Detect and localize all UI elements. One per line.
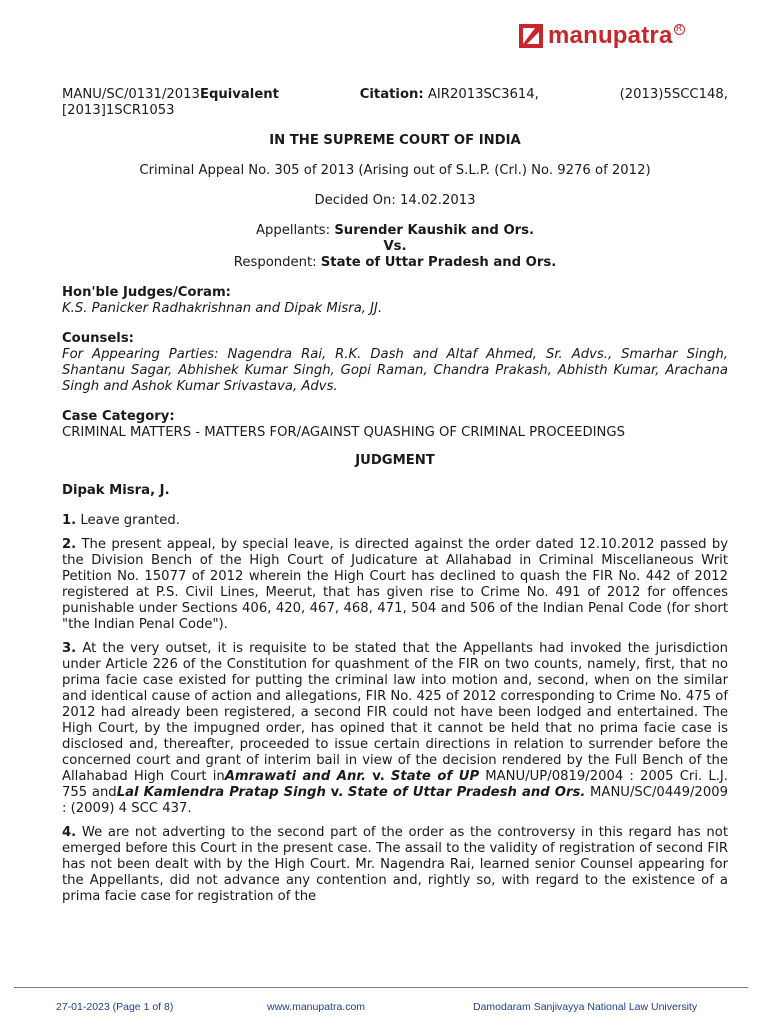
judgment-heading: JUDGMENT: [355, 453, 435, 468]
category-label: Case Category:: [62, 409, 175, 424]
appellants-name: Surender Kaushik and Ors.: [334, 223, 535, 238]
judgment-author: Dipak Misra, J.: [62, 483, 170, 498]
citation-scc: (2013)5SCC148,: [619, 87, 728, 102]
counsels-text: For Appearing Parties: Nagendra Rai, R.K. Dash and Altaf Ahmed, Sr. Advs., Smarhar Singh, Shantanu Sagar, Abhishek Kumar Singh, Gopi Raman, Chandra Prakash, Abhisth Kumar, Arachana Singh and Ashok Kumar Srivastava, Advs.: [62, 347, 728, 394]
decided-date: Decided On: 14.02.2013: [314, 193, 476, 208]
paragraph-1: 1. Leave granted.: [62, 513, 180, 528]
paragraph-3: 3. At the very outset, it is requisite to be stated that the Appellants had invoked the jurisdiction under Article 226 of the Constitution for quashment of the FIR on two counts, namely, first, that no prima facie case existed for putting the criminal law into motion and, second, when on the similar and identical cause of action and allegations, FIR No. 425 of 2012 corresponding to Crime No. 475 of 2012 had already been registered, a second FIR could not have been lodged and entertained. The High Court, by the impugned order, has opined that it cannot be held that no prima facie case is disclosed and, thereafter, proceeded to issue certain directions in relation to surrender before the concerned court and grant of interim bail in view of the decision rendered by the Full Bench of the Allahabad High Court inAmrawati and Anr. v. State of UP MANU/UP/0819/2004 : 2005 Cri. L.J. 755 andLal Kamlendra Pratap Singh v. State of Uttar Pradesh and Ors. MANU/SC/0449/2009 : (2009) 4 SCC 437.: [62, 641, 729, 816]
judges-label: Hon'ble Judges/Coram:: [62, 285, 231, 300]
court-name: IN THE SUPREME COURT OF INDIA: [269, 133, 521, 148]
paragraph-2: 2. The present appeal, by special leave, is directed against the order dated 12.10.2012 passed by the Division Bench of the High Court of Judicature at Allahabad in Criminal Miscellaneous Writ Petition No. 15077 of 2012 wherein the High Court has declined to quash the FIR No. 442 of 2012 registered at P.S. Civil Lines, Meerut, that has given rise to Crime No. 491 of 2012 for offences punishable under Sections 406, 420, 467, 468, 471, 504 and 506 of the Indian Penal Code (for short "the Indian Penal Code").: [62, 537, 728, 632]
manupatra-logo-icon: [518, 23, 544, 49]
appellants-line: Appellants: Surender Kaushik and Ors.: [255, 223, 535, 238]
footer-site-link[interactable]: www.manupatra.com: [267, 1001, 366, 1013]
manupatra-logo[interactable]: [518, 22, 683, 50]
citation-air: AIR2013SC3614,: [427, 87, 539, 102]
counsels-label: Counsels:: [62, 331, 134, 346]
appeal-number: Criminal Appeal No. 305 of 2013 (Arising out of S.L.P. (Crl.) No. 9276 of 2012): [139, 163, 651, 178]
footer-institution: Damodaram Sanjivayya National Law University: [473, 1001, 698, 1013]
footer-date-page: 27-01-2023 (Page 1 of 8): [56, 1001, 174, 1013]
citation-line: [62, 87, 728, 103]
registered-mark: R: [674, 24, 685, 35]
manu-citation: MANU/SC/0131/2013: [62, 87, 200, 102]
respondent-line: Respondent: State of Uttar Pradesh and Ors.: [233, 255, 557, 270]
citation-label: Citation:: [359, 87, 424, 102]
footer-divider: [14, 987, 748, 988]
versus: Vs.: [383, 239, 407, 254]
brand-name: manupatra: [548, 22, 673, 49]
category-text: CRIMINAL MATTERS - MATTERS FOR/AGAINST QUASHING OF CRIMINAL PROCEEDINGS: [62, 425, 625, 440]
paragraph-4: 4. We are not adverting to the second part of the order as the controversy in this regard has not emerged before this Court in the present case. The assail to the validity of registration of second FIR has not been dealt with by the High Court. Mr. Nagendra Rai, learned senior Counsel appearing for the Appellants, did not advance any contention and, rightly so, with regard to the existence of a prima facie case for registration of the: [62, 825, 728, 904]
document-body: [62, 87, 728, 905]
judges-names: K.S. Panicker Radhakrishnan and Dipak Misra, JJ.: [62, 301, 383, 316]
equivalent-label: Equivalent: [199, 87, 279, 102]
respondent-name: State of Uttar Pradesh and Ors.: [320, 255, 557, 270]
citation-scr: [2013]1SCR1053: [62, 103, 175, 118]
